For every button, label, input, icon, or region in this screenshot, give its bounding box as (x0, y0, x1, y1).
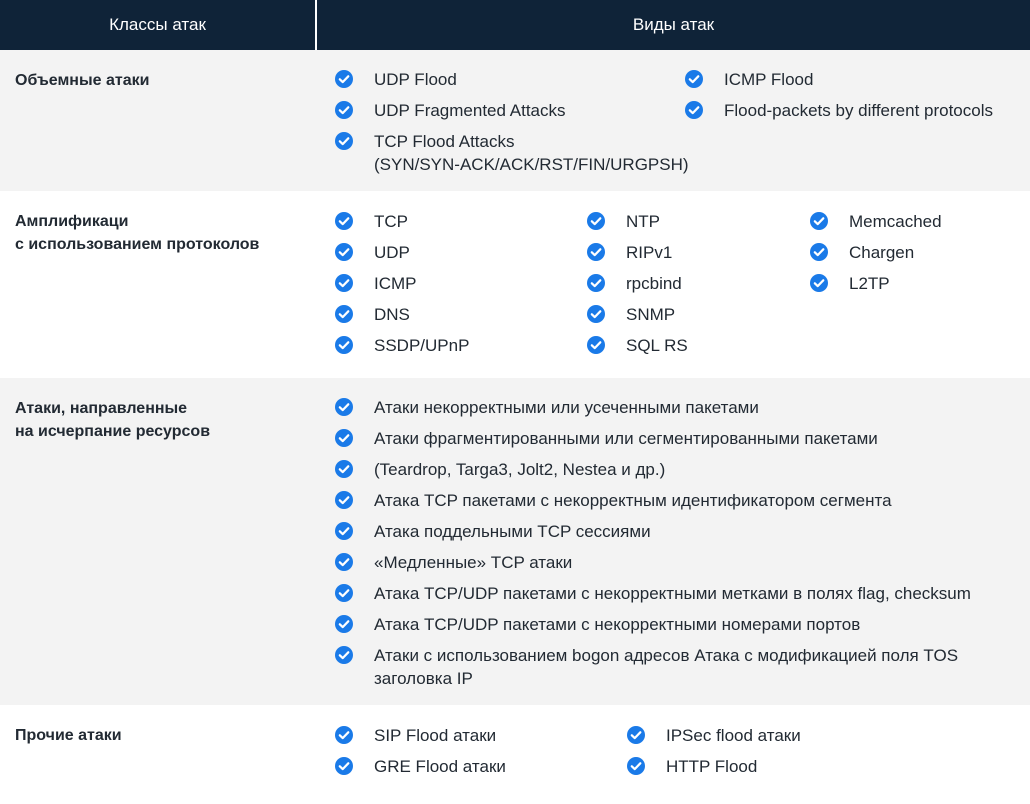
row-items (317, 50, 1030, 191)
check-circle-icon (335, 70, 353, 88)
list-item: (Teardrop, Targa3, Jolt2, Nestea и др.) (335, 458, 665, 481)
table-header (0, 0, 1030, 50)
check-circle-icon (627, 757, 645, 775)
row-volumetric (0, 50, 1030, 191)
check-circle-icon (335, 584, 353, 602)
list-item: Атака TCP/UDP пакетами с некорректными метками в полях flag, checksum (335, 582, 971, 605)
check-circle-icon (587, 336, 605, 354)
check-circle-icon (587, 274, 605, 292)
row-amplification (0, 191, 1030, 378)
check-circle-icon (335, 305, 353, 323)
row-other (0, 705, 1030, 804)
check-circle-icon (685, 101, 703, 119)
list-item: Атаки некорректными или усеченными пакетами (335, 396, 759, 419)
list-item: Атака TCP пакетами с некорректным идентификатором сегмента (335, 489, 892, 512)
check-circle-icon (335, 336, 353, 354)
row-label: Амплификаци с использованием протоколов (15, 213, 260, 253)
check-circle-icon (335, 101, 353, 119)
list-item: Chargen (810, 241, 914, 264)
check-circle-icon (810, 274, 828, 292)
check-circle-icon (335, 615, 353, 633)
check-circle-icon (335, 243, 353, 261)
list-item: UDP Fragmented Attacks (335, 99, 566, 122)
list-item: SNMP (587, 303, 675, 326)
list-item: DNS (335, 303, 410, 326)
row-label: Атаки, направленные на исчерпание ресурсов (15, 400, 211, 440)
check-circle-icon (335, 429, 353, 447)
list-item: SIP Flood атаки (335, 724, 496, 747)
check-circle-icon (685, 70, 703, 88)
list-item: TCP (335, 210, 408, 233)
header-attack-types: Виды атак (632, 15, 715, 34)
list-item: «Медленные» TCP атаки (335, 551, 572, 574)
check-circle-icon (587, 243, 605, 261)
row-items (317, 378, 1030, 705)
list-item: Memcached (810, 210, 942, 233)
row-resource-exhaustion (0, 378, 1030, 705)
list-item: Атаки с использованием bogon адресов Атака с модификацией поля TOS заголовка IP (335, 644, 958, 690)
check-circle-icon (335, 553, 353, 571)
row-label: Прочие атаки (15, 727, 122, 744)
header-attack-classes: Классы атак (0, 0, 317, 50)
list-item: RIPv1 (587, 241, 672, 264)
list-item: SSDP/UPnP (335, 334, 469, 357)
list-item: TCP Flood Attacks (SYN/SYN-ACK/ACK/RST/FIN/URGPSH) (335, 130, 689, 176)
check-circle-icon (335, 491, 353, 509)
check-circle-icon (810, 212, 828, 230)
list-item: Атака TCP/UDP пакетами с некорректными номерами портов (335, 613, 860, 636)
check-circle-icon (587, 212, 605, 230)
list-item: ICMP Flood (685, 68, 813, 91)
check-circle-icon (335, 398, 353, 416)
list-item: NTP (587, 210, 660, 233)
check-circle-icon (627, 726, 645, 744)
check-circle-icon (335, 757, 353, 775)
list-item: ICMP (335, 272, 417, 295)
row-items (317, 191, 1030, 378)
check-circle-icon (335, 522, 353, 540)
list-item: UDP (335, 241, 410, 264)
check-circle-icon (335, 646, 353, 664)
check-circle-icon (335, 726, 353, 744)
list-item: rpcbind (587, 272, 682, 295)
row-items (317, 705, 1030, 804)
list-item: SQL RS (587, 334, 688, 357)
list-item: UDP Flood (335, 68, 457, 91)
check-circle-icon (335, 132, 353, 150)
check-circle-icon (335, 460, 353, 478)
list-item: HTTP Flood (627, 755, 757, 778)
list-item: Атака поддельными TCP сессиями (335, 520, 651, 543)
list-item: L2TP (810, 272, 890, 295)
list-item: Flood-packets by different protocols (685, 99, 993, 122)
check-circle-icon (335, 274, 353, 292)
list-item: IPSec flood атаки (627, 724, 801, 747)
check-circle-icon (587, 305, 605, 323)
list-item: GRE Flood атаки (335, 755, 506, 778)
row-label: Объемные атаки (15, 72, 150, 89)
list-item: Атаки фрагментированными или сегментированными пакетами (335, 427, 878, 450)
check-circle-icon (810, 243, 828, 261)
check-circle-icon (335, 212, 353, 230)
